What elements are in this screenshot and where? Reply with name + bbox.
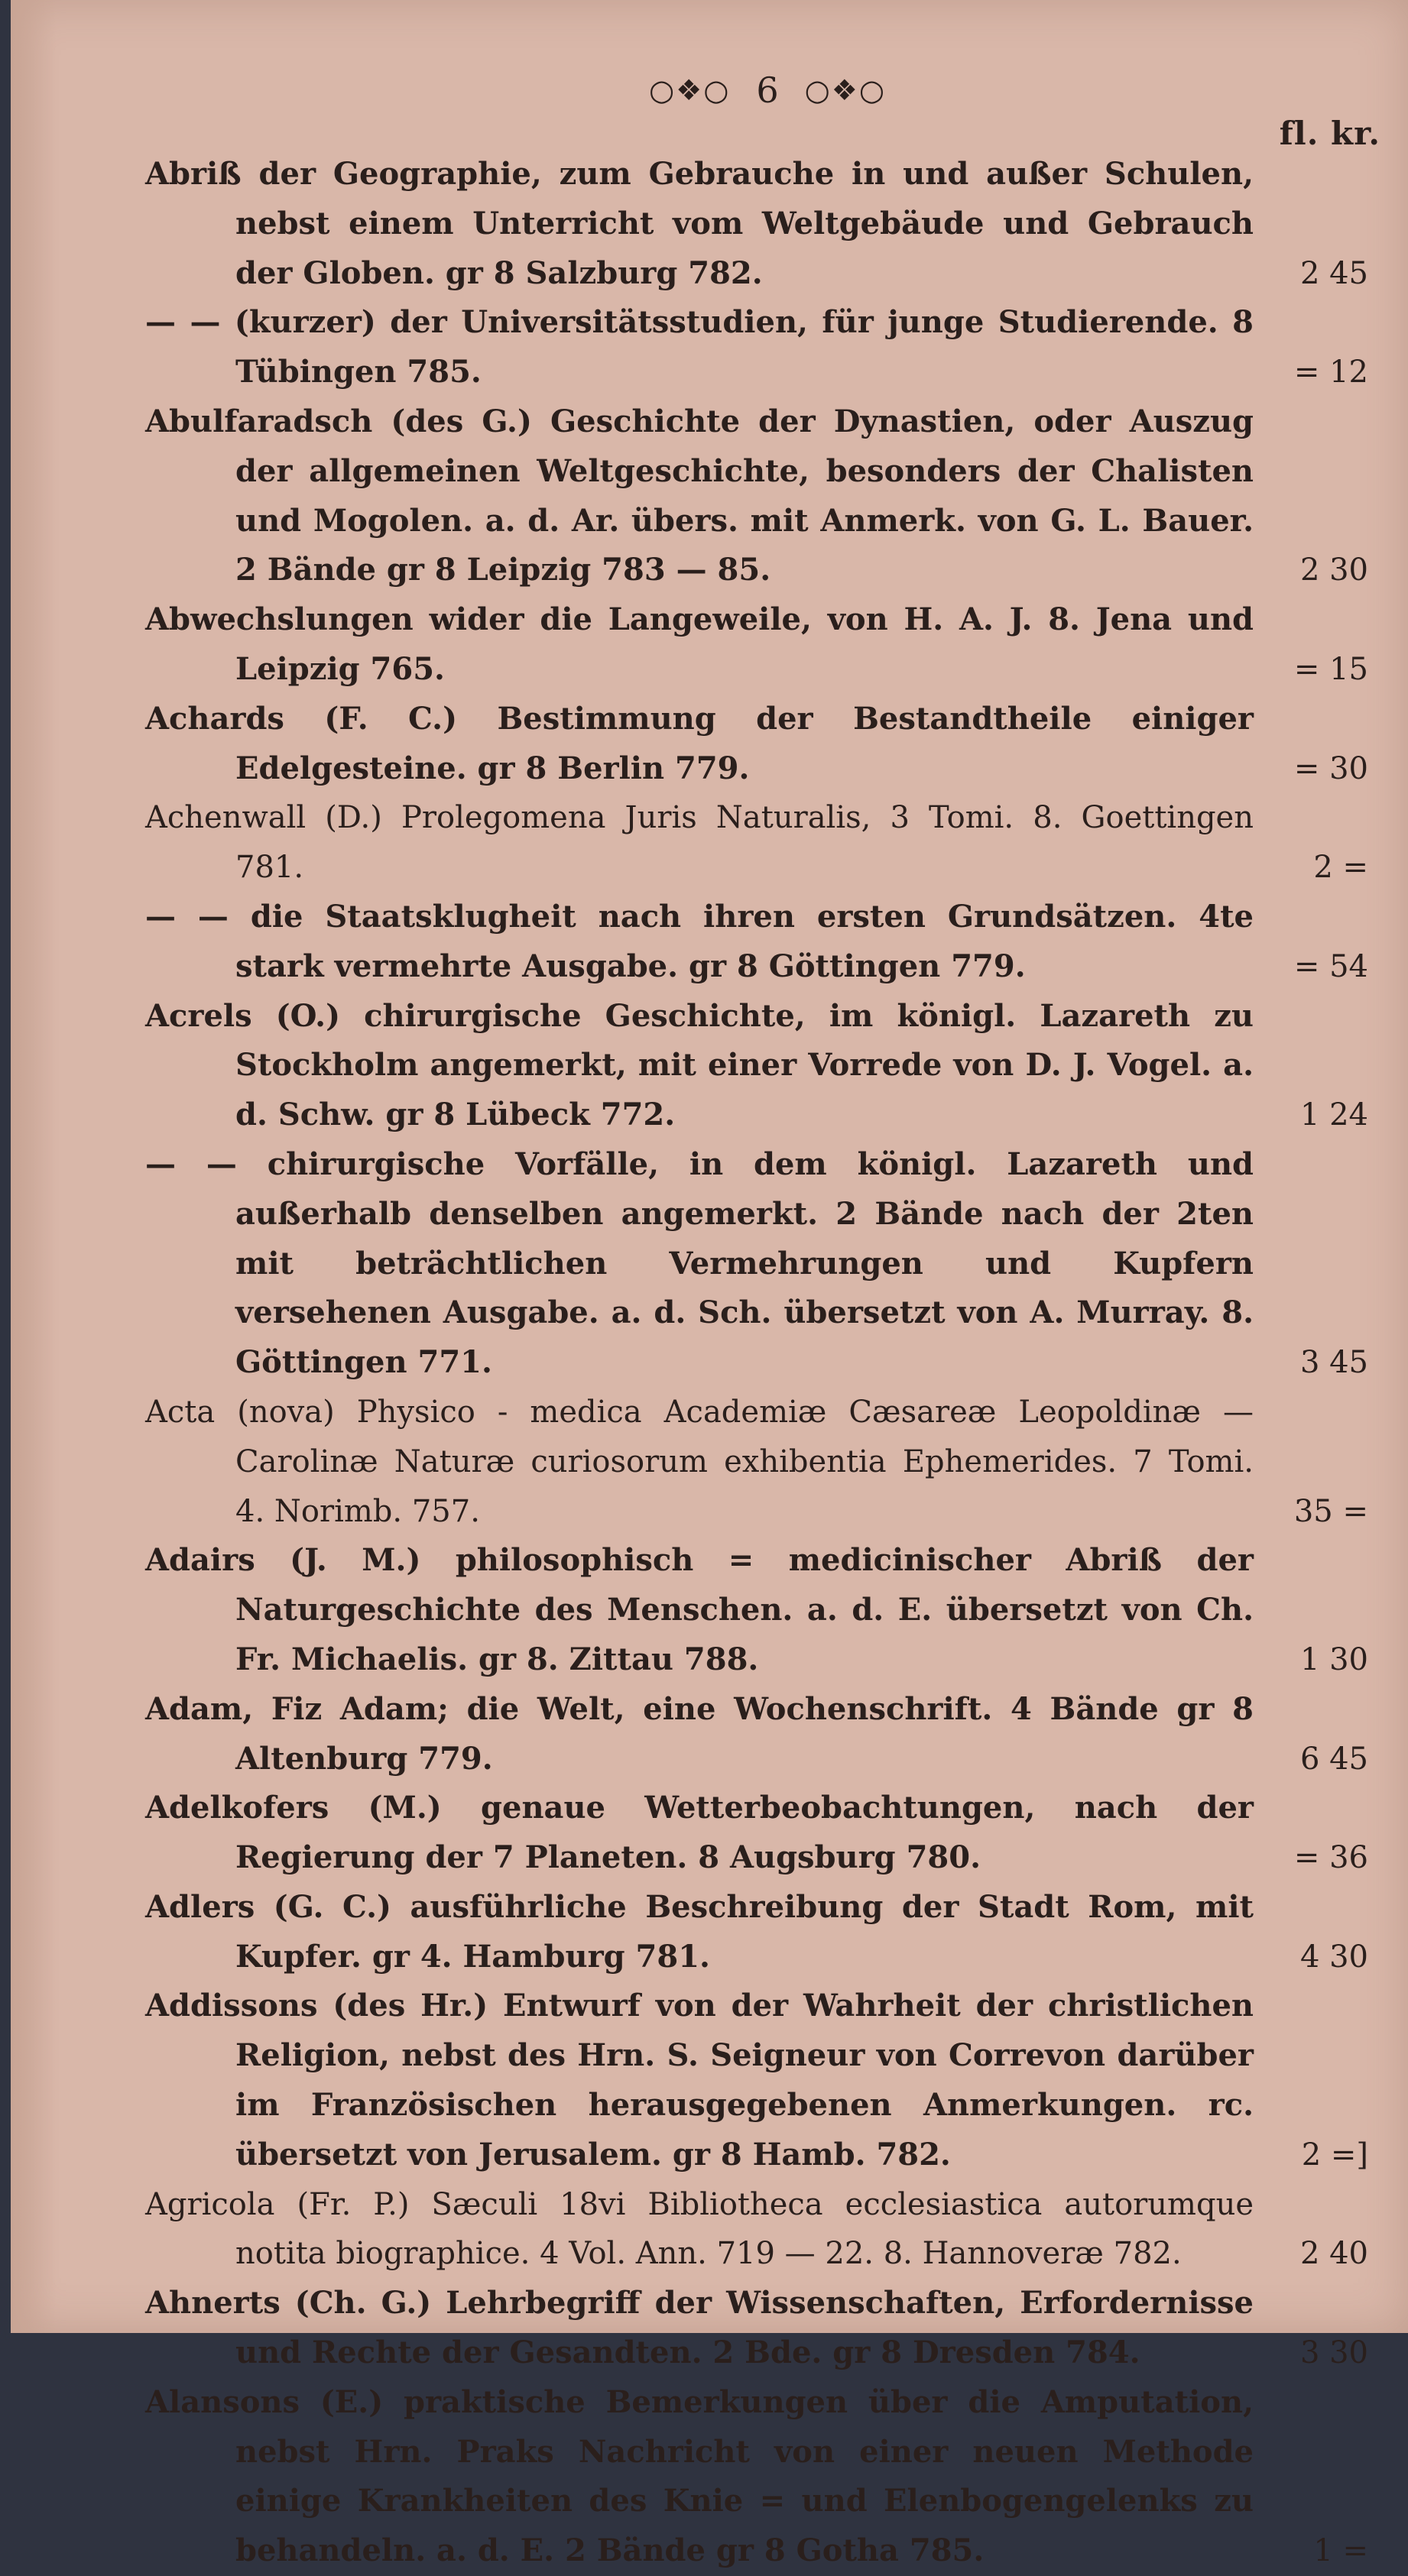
- catalog-entry: [145, 298, 1368, 397]
- catalog-entry: [145, 397, 1368, 595]
- entry-text: — — (kurzer) der Universitätsstudien, für junge Studierende. 8 Tübingen 785.: [145, 304, 1254, 390]
- catalog-entry: [145, 2279, 1368, 2378]
- catalog-entry: [145, 1536, 1368, 1684]
- catalog-entry: [145, 2180, 1368, 2280]
- catalog-entry: [145, 2378, 1368, 2576]
- entry-text: Achenwall (D.) Prolegomena Juris Naturalis, 3 Tomi. 8. Goettingen 781.: [145, 800, 1254, 886]
- page-header: [592, 60, 943, 121]
- catalog-entry: [145, 992, 1368, 1140]
- entry-text: Abulfaradsch (des G.) Geschichte der Dynastien, oder Auszug der allgemeinen Weltgeschichte, besonders der Chalisten und Mogolen. a. d. Ar. übers. mit Anmerk. von G. L. Bauer. 2 Bände gr 8 Leipzig 783 — 85.: [145, 403, 1254, 588]
- entry-price: 2 40: [1299, 2236, 1368, 2272]
- entry-text: Abriß der Geographie, zum Gebrauche in und außer Schulen, nebst einem Unterricht vom Weltgebäude und Gebrauch der Globen. gr 8 Salzburg 782.: [145, 156, 1254, 291]
- entry-text: Adlers (G. C.) ausführliche Beschreibung der Stadt Rom, mit Kupfer. gr 4. Hamburg 781.: [145, 1888, 1254, 1975]
- entry-price: = 30: [1293, 750, 1368, 786]
- entry-price: 2 30: [1299, 552, 1368, 588]
- entry-price: 1 24: [1299, 1097, 1368, 1133]
- entry-price: 3 30: [1299, 2335, 1368, 2371]
- catalog-entry: [145, 1388, 1368, 1536]
- entry-price: 4 30: [1299, 1939, 1368, 1975]
- entry-text: Agricola (Fr. P.) Sæculi 18vi Bibliotheca ecclesiastica autorumque notita biographice. 4 Vol. Ann. 719 — 22. 8. Hannoveræ 782.: [145, 2186, 1254, 2272]
- entry-price: = 36: [1293, 1840, 1368, 1876]
- entry-price: 2 =]: [1301, 2137, 1368, 2173]
- page-gutter-shadow: [11, 0, 57, 2333]
- catalog-entry: [145, 150, 1368, 298]
- catalog-entry: [145, 695, 1368, 794]
- entry-price: = 54: [1293, 948, 1368, 984]
- catalog-entry: [145, 1784, 1368, 1883]
- entry-text: Alansons (E.) praktische Bemerkungen über die Amputation, nebst Hrn. Praks Nachricht von einer neuen Methode einige Krankheiten des Knie = und Elenbogengelenks zu behandeln. a. d. E. 2 Bände gr 8 Gotha 785.: [145, 2383, 1254, 2569]
- entry-text: Acta (nova) Physico - medica Academiæ Cæsareæ Leopoldinæ — Carolinæ Naturæ curiosorum exhibentia Ephemerides. 7 Tomi. 4. Norimb. 757.: [145, 1394, 1254, 1529]
- entry-text: — — die Staatsklugheit nach ihren ersten Grundsätzen. 4te stark vermehrte Ausgabe. gr 8 Göttingen 779.: [145, 898, 1254, 984]
- entry-price: = 15: [1293, 651, 1368, 687]
- catalog-entry: [145, 1140, 1368, 1388]
- currency-column-header: fl. kr.: [1279, 115, 1380, 152]
- entry-text: Adairs (J. M.) philosophisch = medicinischer Abriß der Naturgeschichte des Menschen. a. d. E. übersetzt von Ch. Fr. Michaelis. gr 8. Zittau 788.: [145, 1542, 1254, 1677]
- entry-text: — — chirurgische Vorfälle, in dem königl. Lazareth und außerhalb denselben angemerkt. 2 Bände nach der 2ten mit beträchtlichen Vermehrungen und Kupfern versehenen Ausgabe. a. d. Sch. übersetzt von A. Murray. 8. Göttingen 771.: [145, 1145, 1254, 1381]
- entry-price: = 12: [1293, 355, 1368, 390]
- entry-text: Acrels (O.) chirurgische Geschichte, im königl. Lazareth zu Stockholm angemerkt, mit einer Vorrede von D. J. Vogel. a. d. Schw. gr 8 Lübeck 772.: [145, 997, 1254, 1133]
- catalog-entry: [145, 893, 1368, 992]
- entry-price: 1 30: [1299, 1641, 1368, 1677]
- book-page: [11, 0, 1408, 2569]
- catalog-entry: [145, 1883, 1368, 1982]
- catalog-entry: [145, 1685, 1368, 1784]
- entry-price: 2 45: [1299, 255, 1368, 291]
- catalog-entry: [145, 793, 1368, 893]
- entry-text: Achards (F. C.) Bestimmung der Bestandtheile einiger Edelgesteine. gr 8 Berlin 779.: [145, 700, 1254, 786]
- entry-text: Adelkofers (M.) genaue Wetterbeobachtungen, nach der Regierung der 7 Planeten. 8 Augsburg 780.: [145, 1790, 1254, 1876]
- entry-price: 1 =: [1313, 2533, 1368, 2569]
- entry-price: 3 45: [1299, 1345, 1368, 1381]
- entry-text: Adam, Fiz Adam; die Welt, eine Wochenschrift. 4 Bände gr 8 Altenburg 779.: [145, 1690, 1254, 1777]
- catalog-entry: [145, 595, 1368, 695]
- catalog-entry: [145, 1981, 1368, 2179]
- catalog-entries: [145, 150, 1368, 2576]
- entry-text: Ahnerts (Ch. G.) Lehrbegriff der Wissenschaften, Erfordernisse und Rechte der Gesandten. 2 Bde. gr 8 Dresden 784.: [145, 2285, 1254, 2371]
- entry-price: 6 45: [1299, 1741, 1368, 1777]
- entry-price: 2 =: [1313, 850, 1368, 886]
- ornament-right: ○❖○: [804, 73, 887, 107]
- entry-text: Abwechslungen wider die Langeweile, von H. A. J. 8. Jena und Leipzig 765.: [145, 601, 1254, 687]
- entry-price: 35 =: [1293, 1493, 1368, 1529]
- entry-text: Addissons (des Hr.) Entwurf von der Wahrheit der christlichen Religion, nebst des Hrn. S. Seigneur von Correvon darüber im Französischen herausgegebenen Anmerkungen. rc. übersetzt von Jerusalem. gr 8 Hamb. 782.: [145, 1988, 1254, 2173]
- page-number: 6: [756, 70, 779, 111]
- ornament-left: ○❖○: [648, 73, 731, 107]
